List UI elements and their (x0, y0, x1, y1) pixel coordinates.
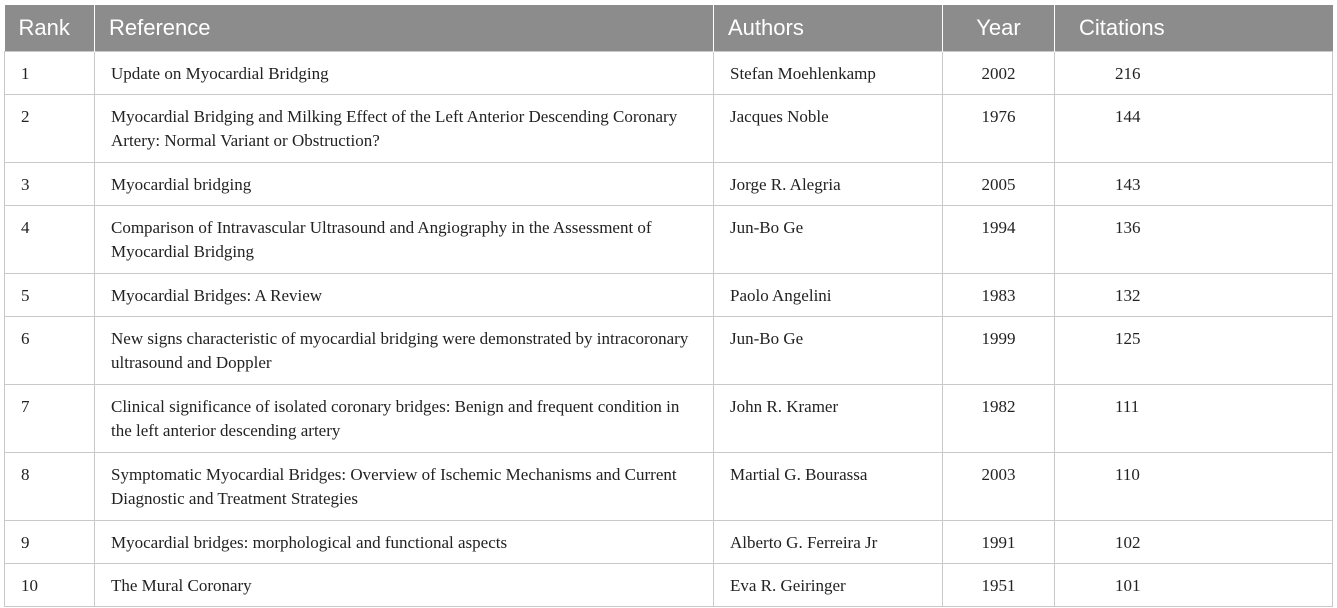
table-header (5, 5, 1333, 51)
cell-authors: Jacques Noble (714, 94, 943, 162)
table-row (5, 452, 1333, 520)
cell-rank: 8 (5, 452, 95, 520)
cell-reference: Myocardial Bridging and Milking Effect of the Left Anterior Descending Coronary Artery: Normal Variant or Obstruction? (95, 94, 714, 162)
table-row (5, 205, 1333, 273)
cell-reference: New signs characteristic of myocardial bridging were demonstrated by intracoronary ultrasound and Doppler (95, 316, 714, 384)
cell-reference: The Mural Coronary (95, 563, 714, 606)
header-year: Year (943, 5, 1055, 51)
cell-authors: Martial G. Bourassa (714, 452, 943, 520)
cell-year: 2002 (943, 51, 1055, 94)
cell-authors: Jorge R. Alegria (714, 162, 943, 205)
cell-rank: 9 (5, 520, 95, 563)
cell-citations: 101 (1055, 563, 1333, 606)
table-row (5, 520, 1333, 563)
cell-year: 2003 (943, 452, 1055, 520)
table-body (5, 51, 1333, 606)
table-row (5, 162, 1333, 205)
table-row (5, 316, 1333, 384)
cell-year: 1951 (943, 563, 1055, 606)
cell-reference: Myocardial bridging (95, 162, 714, 205)
cell-authors: Eva R. Geiringer (714, 563, 943, 606)
table-row (5, 563, 1333, 606)
cell-year: 1982 (943, 384, 1055, 452)
cell-reference: Update on Myocardial Bridging (95, 51, 714, 94)
cell-citations: 144 (1055, 94, 1333, 162)
cell-authors: Alberto G. Ferreira Jr (714, 520, 943, 563)
cell-year: 1991 (943, 520, 1055, 563)
cell-authors: Jun-Bo Ge (714, 316, 943, 384)
cell-rank: 4 (5, 205, 95, 273)
table-row (5, 51, 1333, 94)
cell-rank: 5 (5, 273, 95, 316)
header-citations: Citations (1055, 5, 1333, 51)
header-authors: Authors (714, 5, 943, 51)
cell-citations: 216 (1055, 51, 1333, 94)
table-row (5, 384, 1333, 452)
cell-reference: Clinical significance of isolated coronary bridges: Benign and frequent condition in the left anterior descending artery (95, 384, 714, 452)
cell-citations: 110 (1055, 452, 1333, 520)
cell-authors: Paolo Angelini (714, 273, 943, 316)
cell-citations: 125 (1055, 316, 1333, 384)
cell-reference: Comparison of Intravascular Ultrasound and Angiography in the Assessment of Myocardial Bridging (95, 205, 714, 273)
cell-rank: 1 (5, 51, 95, 94)
header-rank: Rank (18, 14, 70, 40)
cell-rank: 3 (5, 162, 95, 205)
cell-year: 1983 (943, 273, 1055, 316)
cell-rank: 7 (5, 384, 95, 452)
cell-authors: Stefan Moehlenkamp (714, 51, 943, 94)
cell-year: 1994 (943, 205, 1055, 273)
cell-citations: 132 (1055, 273, 1333, 316)
cell-year: 1976 (943, 94, 1055, 162)
references-table (4, 5, 1333, 607)
header-row (5, 5, 1333, 51)
cell-reference: Myocardial bridges: morphological and functional aspects (95, 520, 714, 563)
cell-citations: 136 (1055, 205, 1333, 273)
table-row (5, 94, 1333, 162)
cell-rank: 6 (5, 316, 95, 384)
cell-citations: 111 (1055, 384, 1333, 452)
cell-reference: Myocardial Bridges: A Review (95, 273, 714, 316)
cell-authors: Jun-Bo Ge (714, 205, 943, 273)
cell-citations: 102 (1055, 520, 1333, 563)
cell-rank: 2 (5, 94, 95, 162)
cell-citations: 143 (1055, 162, 1333, 205)
cell-reference: Symptomatic Myocardial Bridges: Overview of Ischemic Mechanisms and Current Diagnostic and Treatment Strategies (95, 452, 714, 520)
cell-authors: John R. Kramer (714, 384, 943, 452)
header-reference: Reference (95, 5, 714, 51)
table-row (5, 273, 1333, 316)
cell-rank: 10 (5, 563, 95, 606)
cell-year: 2005 (943, 162, 1055, 205)
cell-year: 1999 (943, 316, 1055, 384)
